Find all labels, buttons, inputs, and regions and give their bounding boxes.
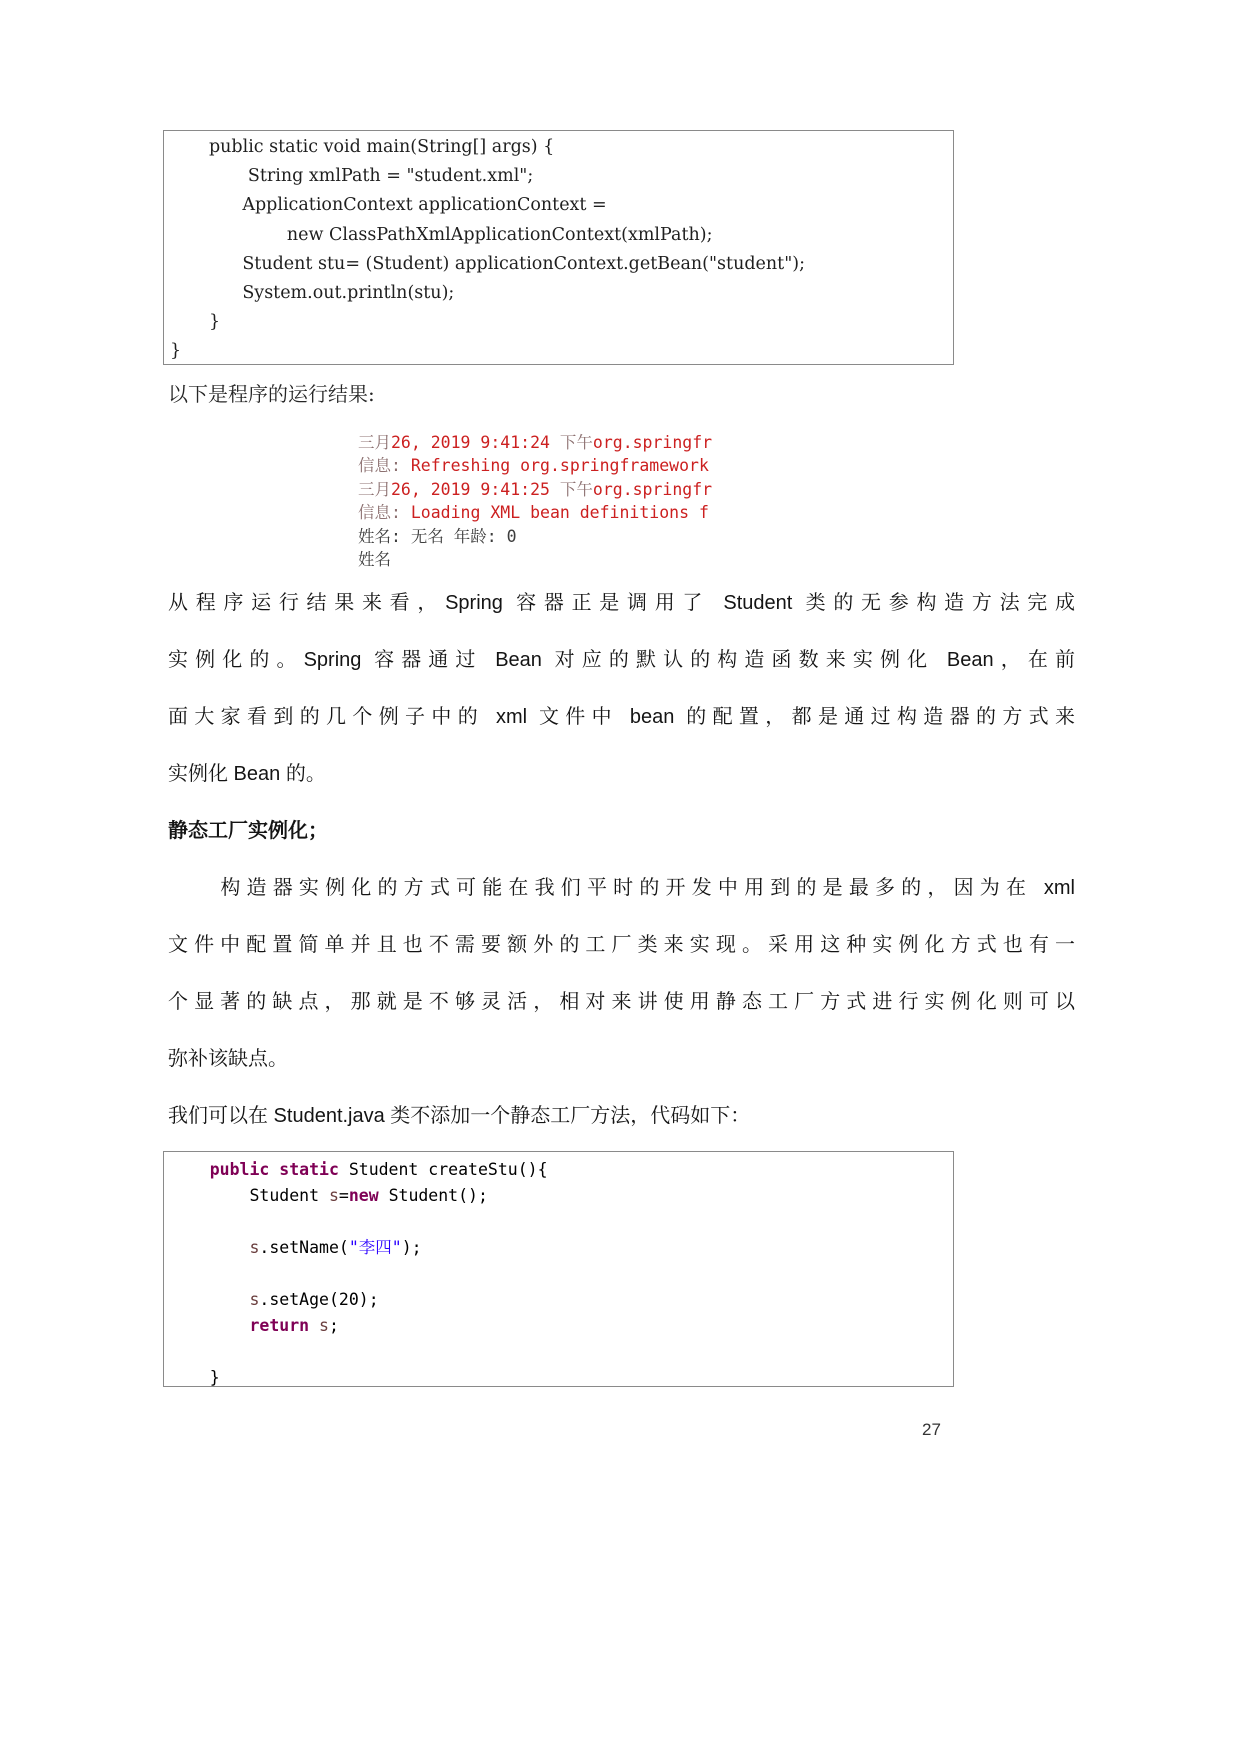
paragraph-run-result	[168, 575, 1075, 803]
token: s	[319, 1316, 329, 1335]
console-lines	[358, 431, 712, 548]
token: "李四"	[348, 1238, 402, 1257]
token: s	[249, 1290, 260, 1309]
line: String xmlPath = "student.xml";	[170, 166, 534, 187]
run-result-caption: 以下是程序的运行结果:	[168, 382, 375, 406]
line: }	[170, 312, 221, 333]
line: Student stu= (Student) applicationContext.getBean("student");	[170, 253, 805, 274]
token: 信息:	[358, 503, 411, 523]
token: Student();	[378, 1186, 488, 1205]
token: Student	[170, 1186, 329, 1205]
line	[170, 1313, 953, 1339]
line: 实例化 Bean 的。	[168, 763, 326, 785]
token	[170, 1238, 249, 1257]
line: ApplicationContext applicationContext =	[170, 195, 607, 216]
line	[170, 1157, 953, 1183]
body-text	[168, 575, 1075, 1145]
line	[170, 1339, 953, 1365]
token: org.springfr	[592, 479, 713, 499]
token	[170, 1290, 249, 1309]
token: new	[348, 1186, 379, 1205]
paragraph-static-factory	[168, 860, 1075, 1088]
line: 构造器实例化的方式可能在我们平时的开发中用到的是最多的，因为在 xml	[168, 877, 1075, 899]
line	[170, 1209, 953, 1235]
line	[358, 478, 712, 501]
token: Loading XML bean definitions f	[410, 503, 709, 523]
console-output	[358, 431, 713, 570]
token: 信息:	[358, 456, 411, 476]
line: 面大家看到的几个例子中的 xml 文件中 bean 的配置，都是通过构造器的方式来	[168, 706, 1075, 728]
token	[170, 1160, 210, 1179]
code-block-java-main	[163, 130, 954, 365]
token: public static	[209, 1160, 339, 1179]
line: System.out.println(stu);	[170, 283, 455, 304]
line: 弥补该缺点。	[168, 1048, 288, 1070]
token: 26, 2019 9:41:24	[391, 433, 560, 452]
line	[358, 548, 712, 571]
token: 下午	[559, 479, 593, 499]
token: .setAge(20);	[259, 1290, 379, 1309]
section-heading-static-factory: 静态工厂实例化；	[168, 820, 328, 842]
line	[358, 501, 712, 524]
token	[309, 1316, 319, 1335]
token: org.springfr	[592, 433, 713, 452]
token: .setName(	[259, 1238, 349, 1257]
line	[170, 1183, 953, 1209]
console-partial-line	[358, 548, 712, 570]
line: }	[170, 341, 182, 362]
line: 从程序运行结果来看，Spring 容器正是调用了 Student 类的无参构造方法完成	[168, 592, 1075, 614]
token: 姓名: 无名 年龄: 0	[358, 526, 517, 546]
line	[170, 1365, 953, 1391]
token: 下午	[559, 433, 593, 452]
token: Refreshing org.springframework	[410, 456, 709, 476]
line	[170, 1287, 953, 1313]
paragraph-code-intro: 我们可以在 Student.java 类不添加一个静态工厂方法，代码如下：	[168, 1105, 751, 1127]
token: 26, 2019 9:41:25	[391, 479, 560, 499]
line: public static void main(String[] args) {	[170, 137, 555, 157]
token: =	[338, 1186, 349, 1205]
page-number: 27	[922, 1420, 941, 1439]
token: Student createStu(){	[338, 1160, 548, 1179]
line	[170, 1261, 953, 1287]
token: 三月	[358, 433, 391, 452]
token	[170, 1316, 249, 1335]
line: 个显著的缺点，那就是不够灵活，相对来讲使用静态工厂方式进行实例化则可以	[168, 991, 1075, 1013]
line	[358, 431, 712, 454]
token: 三月	[358, 479, 391, 499]
token: );	[401, 1238, 422, 1257]
line: 实例化的。Spring 容器通过 Bean 对应的默认的构造函数来实例化 Bean，在前	[168, 649, 1075, 671]
line	[358, 525, 712, 548]
code-block-createstu	[163, 1151, 954, 1387]
line: 文件中配置简单并且也不需要额外的工厂类来实现。采用这种实例化方式也有一	[168, 934, 1075, 956]
line	[170, 1235, 953, 1261]
token: s	[249, 1238, 260, 1257]
token: 姓名	[358, 550, 391, 570]
token: return	[249, 1316, 310, 1335]
token: s	[328, 1186, 339, 1205]
line: new ClassPathXmlApplicationContext(xmlPath);	[170, 224, 713, 245]
line	[358, 454, 712, 477]
token: }	[170, 1368, 220, 1387]
token: ;	[328, 1316, 339, 1335]
